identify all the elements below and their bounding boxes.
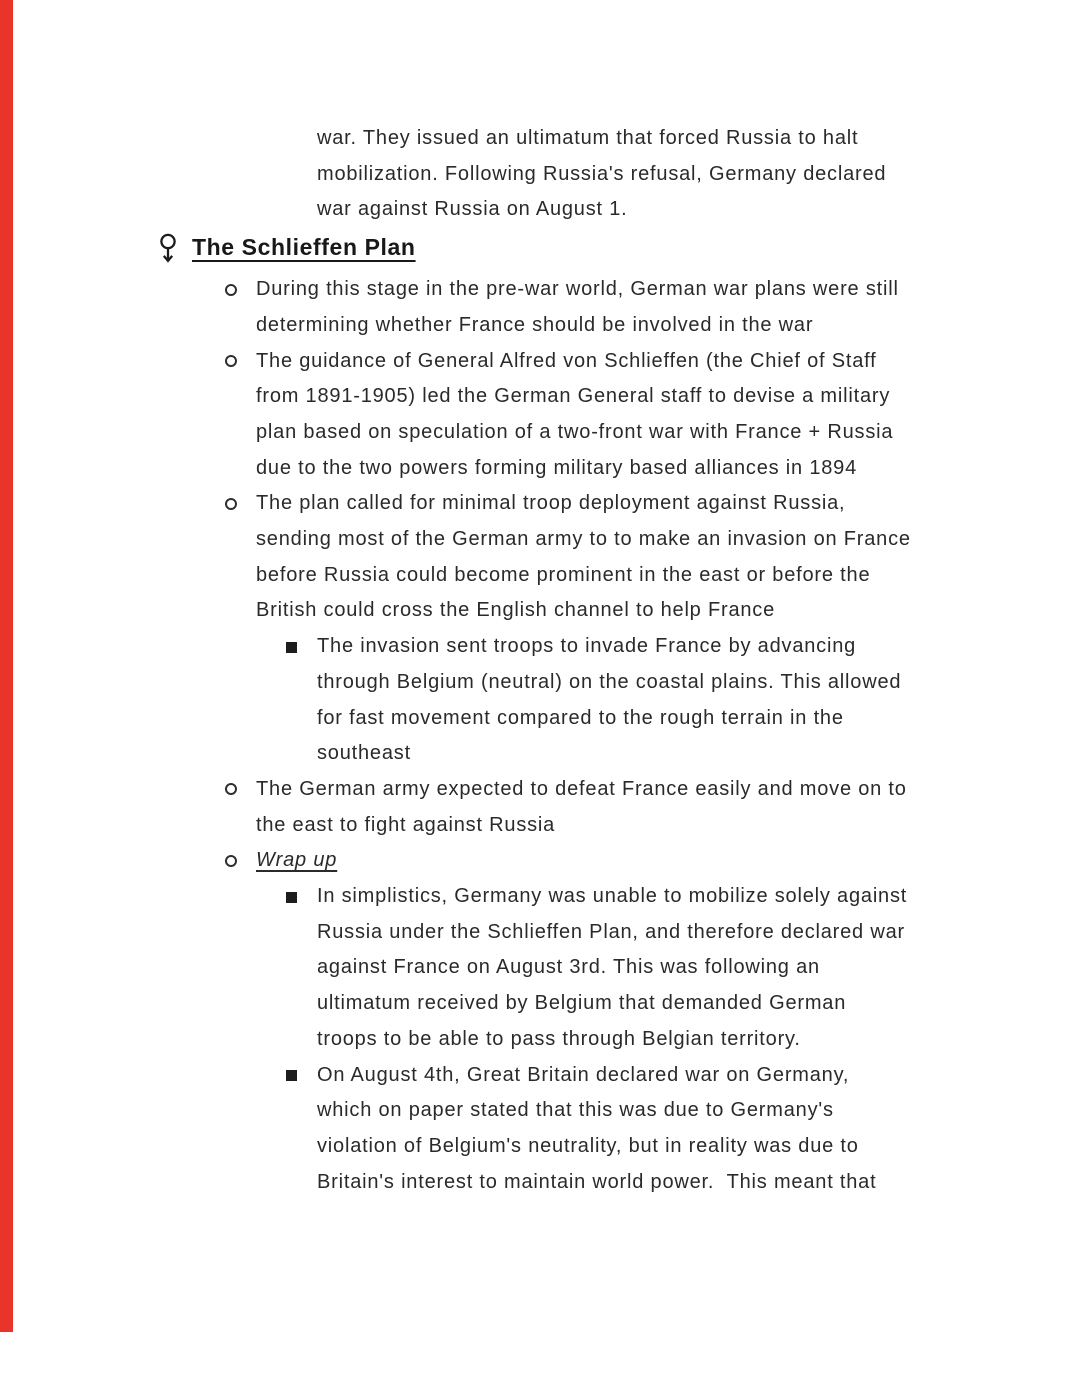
bullet-line: On August 4th, Great Britain declared war on Germany, bbox=[317, 1063, 850, 1086]
bullet-line: The invasion sent troops to invade France by advancing bbox=[317, 635, 857, 658]
pin-down-arrow-icon bbox=[158, 233, 178, 263]
bullet-line: before Russia could become prominent in the east or before the bbox=[256, 563, 871, 586]
bullet-item bbox=[0, 344, 1080, 487]
bullet-item bbox=[0, 879, 1080, 1058]
bullet-line: The guidance of General Alfred von Schlieffen (the Chief of Staff bbox=[256, 349, 877, 372]
square-bullet-icon bbox=[286, 642, 297, 653]
bullet-line: plan based on speculation of a two-front war with France + Russia bbox=[256, 420, 894, 443]
bullet-text bbox=[0, 772, 1080, 843]
intro-line: war against Russia on August 1. bbox=[317, 198, 628, 221]
intro-line: mobilization. Following Russia's refusal, Germany declared bbox=[317, 162, 887, 185]
bullet-line: sending most of the German army to to make an invasion on France bbox=[256, 528, 911, 551]
bullet-line: for fast movement compared to the rough terrain in the bbox=[317, 706, 844, 729]
bullet-item bbox=[0, 272, 1080, 343]
bullet-text bbox=[0, 629, 1080, 772]
bullet-item bbox=[0, 1058, 1080, 1201]
bullet-line: the east to fight against Russia bbox=[256, 813, 556, 836]
document-page bbox=[0, 121, 1080, 1200]
bullet-line: violation of Belgium's neutrality, but in reality was due to bbox=[317, 1134, 859, 1157]
circle-bullet-icon bbox=[225, 855, 237, 867]
intro-line: war. They issued an ultimatum that forced Russia to halt bbox=[317, 127, 859, 149]
bullet-line: In simplistics, Germany was unable to mobilize solely against bbox=[317, 885, 908, 908]
bullet-line: During this stage in the pre-war world, German war plans were still bbox=[256, 278, 899, 301]
bullet-text bbox=[0, 879, 1080, 1058]
square-bullet-icon bbox=[286, 892, 297, 903]
bullet-line: The German army expected to defeat France easily and move on to bbox=[256, 777, 907, 800]
bullet-line: Britain's interest to maintain world power. This meant that bbox=[317, 1170, 877, 1193]
bullet-line: determining whether France should be involved in the war bbox=[256, 313, 814, 336]
bullet-line: Russia under the Schlieffen Plan, and therefore declared war bbox=[317, 920, 905, 943]
bullet-line: British could cross the English channel to help France bbox=[256, 599, 776, 622]
bullet-text bbox=[0, 344, 1080, 487]
bullet-line: against France on August 3rd. This was following an bbox=[317, 956, 820, 979]
bullet-line: through Belgium (neutral) on the coastal plains. This allowed bbox=[317, 670, 902, 693]
bullet-line: from 1891-1905) led the German General staff to devise a military bbox=[256, 385, 891, 408]
section-heading-label: The Schlieffen Plan bbox=[192, 234, 416, 261]
bullet-line: which on paper stated that this was due to Germany's bbox=[317, 1099, 834, 1122]
bullet-text bbox=[0, 1058, 1080, 1201]
bullet-text bbox=[0, 272, 1080, 343]
circle-bullet-icon bbox=[225, 355, 237, 367]
bullet-text bbox=[0, 486, 1080, 629]
circle-bullet-icon bbox=[225, 498, 237, 510]
bullet-item bbox=[0, 629, 1080, 772]
section-heading bbox=[0, 228, 1080, 268]
bullet-item bbox=[0, 843, 1080, 879]
bullet-line: due to the two powers forming military based alliances in 1894 bbox=[256, 456, 858, 479]
circle-bullet-icon bbox=[225, 284, 237, 296]
intro-paragraph bbox=[0, 121, 1080, 228]
bullet-line: southeast bbox=[317, 742, 411, 765]
square-bullet-icon bbox=[286, 1070, 297, 1081]
bullet-line: troops to be able to pass through Belgian territory. bbox=[317, 1027, 801, 1050]
bullet-line: The plan called for minimal troop deployment against Russia, bbox=[256, 492, 846, 515]
bullet-line: Wrap up bbox=[256, 849, 338, 872]
bullet-text bbox=[0, 843, 1080, 879]
bullet-list bbox=[0, 272, 1080, 1200]
bullet-line: ultimatum received by Belgium that demanded German bbox=[317, 992, 847, 1015]
bullet-item bbox=[0, 486, 1080, 629]
bullet-item bbox=[0, 772, 1080, 843]
